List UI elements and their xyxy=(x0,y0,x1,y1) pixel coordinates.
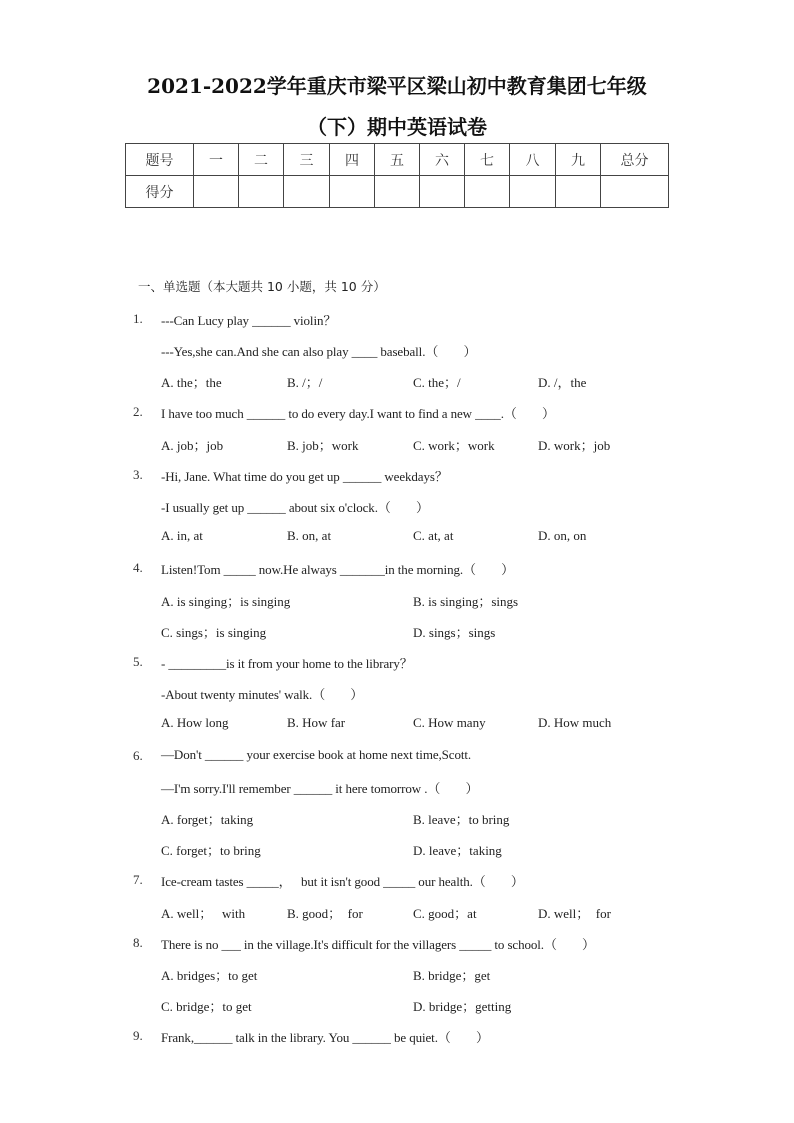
option-a: A. How long xyxy=(161,715,229,730)
option-b: B. bridge；get xyxy=(413,968,491,983)
header-cell: 七 xyxy=(465,144,510,176)
option-c: C. at, at xyxy=(413,528,454,543)
option-b: B. How far xyxy=(287,715,346,730)
header-cell: 四 xyxy=(330,144,375,176)
score-cell xyxy=(465,176,510,208)
question-number: 2. xyxy=(133,404,143,419)
question-number: 6. xyxy=(133,748,143,763)
option-d: D. leave；taking xyxy=(413,843,502,858)
question-number: 4. xyxy=(133,560,143,575)
header-cell: 一 xyxy=(194,144,239,176)
question-text: -I usually get up ______ about six o'clock.（ ） xyxy=(161,500,429,515)
option-d: D. well； for xyxy=(538,906,611,921)
header-cell: 总分 xyxy=(601,144,669,176)
score-cell xyxy=(556,176,601,208)
score-cell xyxy=(375,176,420,208)
exam-title-line-1: 2021-2022学年重庆市梁平区梁山初中教育集团七年级 xyxy=(147,74,647,98)
section-title: 一、单选题（本大题共 10 小题，共 10 分） xyxy=(138,279,386,294)
question-number: 9. xyxy=(133,1028,143,1043)
score-row-label: 得分 xyxy=(126,176,194,208)
option-c: C. forget；to bring xyxy=(161,843,261,858)
score-cell xyxy=(284,176,330,208)
option-a: A. in, at xyxy=(161,528,203,543)
question-number: 8. xyxy=(133,935,143,950)
question-text: There is no ___ in the village.It's difficult for the villagers _____ to school.（ ） xyxy=(161,937,595,952)
question-text: Listen!Tom _____ now.He always _______in the morning.（ ） xyxy=(161,562,515,577)
option-d: D. work；job xyxy=(538,438,611,453)
question-text: I have too much ______ to do every day.I want to find a new ____.（ ） xyxy=(161,406,555,421)
option-c: C. How many xyxy=(413,715,486,730)
question-number: 1. xyxy=(133,311,143,326)
header-cell: 六 xyxy=(420,144,465,176)
question-text: —I'm sorry.I'll remember ______ it here tomorrow .（ ） xyxy=(161,781,479,796)
score-cell xyxy=(420,176,465,208)
option-d: D. How much xyxy=(538,715,612,730)
score-table xyxy=(125,143,669,208)
option-a: A. job；job xyxy=(161,438,224,453)
question-number: 5. xyxy=(133,654,143,669)
question-number: 3. xyxy=(133,467,143,482)
score-cell xyxy=(194,176,239,208)
option-a: A. the；the xyxy=(161,375,222,390)
header-cell: 二 xyxy=(239,144,284,176)
score-cell xyxy=(239,176,284,208)
question-text: ---Can Lucy play ______ violin？ xyxy=(161,313,337,328)
option-a: A. well； with xyxy=(161,906,246,921)
question-text: Frank,______ talk in the library. You ______ be quiet.（ ） xyxy=(161,1030,489,1045)
header-cell: 三 xyxy=(284,144,330,176)
score-cell xyxy=(510,176,556,208)
score-cell xyxy=(601,176,669,208)
question-text: ---Yes,she can.And she can also play ____ baseball.（ ） xyxy=(161,344,477,359)
option-b: B. /；/ xyxy=(287,375,323,390)
option-b: B. job；work xyxy=(287,438,359,453)
option-a: A. bridges；to get xyxy=(161,968,258,983)
question-text: —Don't ______ your exercise book at home next time,Scott. xyxy=(161,747,472,762)
option-c: C. sings；is singing xyxy=(161,625,267,640)
header-cell: 五 xyxy=(375,144,420,176)
question-text: -Hi, Jane. What time do you get up ______ weekdays？ xyxy=(161,469,448,484)
option-c: C. work；work xyxy=(413,438,495,453)
option-b: B. is singing；sings xyxy=(413,594,519,609)
option-b: B. leave；to bring xyxy=(413,812,510,827)
score-table-score-row xyxy=(126,176,669,208)
option-d: D. /，the xyxy=(538,375,587,390)
option-d: D. bridge；getting xyxy=(413,999,512,1014)
header-cell: 九 xyxy=(556,144,601,176)
option-a: A. forget；taking xyxy=(161,812,254,827)
header-cell: 八 xyxy=(510,144,556,176)
question-number: 7. xyxy=(133,872,143,887)
option-c: C. bridge；to get xyxy=(161,999,252,1014)
option-a: A. is singing；is singing xyxy=(161,594,291,609)
score-cell xyxy=(330,176,375,208)
question-text: Ice-cream tastes _____， but it isn't good _____ our health.（ ） xyxy=(161,874,524,889)
option-d: D. on, on xyxy=(538,528,587,543)
header-cell: 题号 xyxy=(126,144,194,176)
option-b: B. on, at xyxy=(287,528,332,543)
exam-title-line-2: （下）期中英语试卷 xyxy=(307,115,487,139)
option-b: B. good； for xyxy=(287,906,363,921)
option-d: D. sings；sings xyxy=(413,625,496,640)
question-text: - _________is it from your home to the library？ xyxy=(161,656,413,671)
question-text: -About twenty minutes' walk.（ ） xyxy=(161,687,364,702)
score-table-header-row xyxy=(126,144,669,176)
option-c: C. the；/ xyxy=(413,375,461,390)
option-c: C. good；at xyxy=(413,906,477,921)
